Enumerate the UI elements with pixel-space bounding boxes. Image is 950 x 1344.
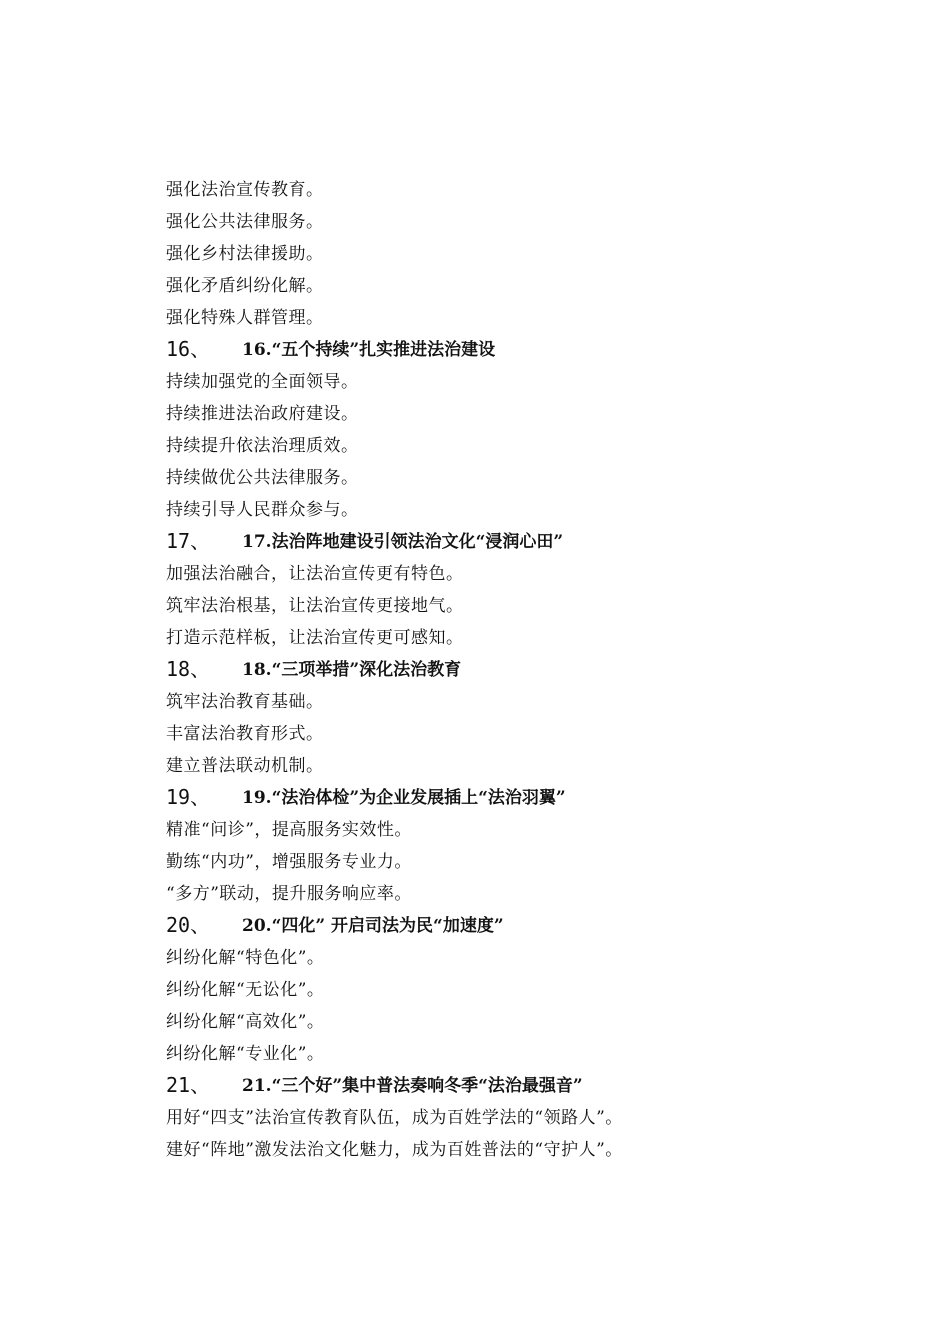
section-heading	[166, 654, 866, 686]
section-title: 21.“三个好”集中普法奏响冬季“法治最强音”	[242, 1076, 583, 1096]
body-line: 持续做优公共法律服务。	[166, 468, 359, 488]
section-heading	[166, 1070, 866, 1102]
section-number: 21、	[166, 1073, 211, 1097]
section-heading	[166, 334, 866, 366]
body-line: 打造示范样板，让法治宣传更可感知。	[166, 628, 464, 648]
body-line: 持续引导人民群众参与。	[166, 500, 359, 520]
body-line: 建立普法联动机制。	[166, 756, 324, 776]
body-line: 用好“四支”法治宣传教育队伍，成为百姓学法的“领路人”。	[166, 1108, 623, 1128]
section-number: 16、	[166, 337, 211, 361]
section-number: 17、	[166, 529, 211, 553]
section-heading	[166, 910, 866, 942]
body-line: 勤练“内功”，增强服务专业力。	[166, 852, 412, 872]
section-title: 20.“四化” 开启司法为民“加速度”	[242, 916, 504, 936]
body-line: “多方”联动，提升服务响应率。	[166, 884, 412, 904]
section-title: 17.法治阵地建设引领法治文化“浸润心田”	[242, 532, 564, 552]
body-line: 强化乡村法律援助。	[166, 244, 324, 264]
body-line: 纠纷化解“特色化”。	[166, 948, 325, 968]
body-line: 精准“问诊”，提高服务实效性。	[166, 820, 412, 840]
body-line: 持续推进法治政府建设。	[166, 404, 359, 424]
section-number: 20、	[166, 913, 211, 937]
body-line: 强化公共法律服务。	[166, 212, 324, 232]
body-line: 持续提升依法治理质效。	[166, 436, 359, 456]
body-line: 持续加强党的全面领导。	[166, 372, 359, 392]
body-line: 筑牢法治根基，让法治宣传更接地气。	[166, 596, 464, 616]
section-heading	[166, 526, 866, 558]
document-body	[166, 174, 866, 1166]
body-line: 纠纷化解“高效化”。	[166, 1012, 325, 1032]
body-line: 建好“阵地”激发法治文化魅力，成为百姓普法的“守护人”。	[166, 1140, 623, 1160]
body-line: 强化特殊人群管理。	[166, 308, 324, 328]
section-title: 18.“三项举措”深化法治教育	[242, 660, 462, 680]
body-line: 纠纷化解“无讼化”。	[166, 980, 325, 1000]
body-line: 丰富法治教育形式。	[166, 724, 324, 744]
body-line: 筑牢法治教育基础。	[166, 692, 324, 712]
section-title: 16.“五个持续”扎实推进法治建设	[242, 340, 496, 360]
section-number: 18、	[166, 657, 211, 681]
body-line: 纠纷化解“专业化”。	[166, 1044, 325, 1064]
section-number: 19、	[166, 785, 211, 809]
body-line: 强化法治宣传教育。	[166, 180, 324, 200]
body-line: 加强法治融合，让法治宣传更有特色。	[166, 564, 464, 584]
section-heading	[166, 782, 866, 814]
section-title: 19.“法治体检”为企业发展插上“法治羽翼”	[242, 788, 566, 808]
body-line: 强化矛盾纠纷化解。	[166, 276, 324, 296]
